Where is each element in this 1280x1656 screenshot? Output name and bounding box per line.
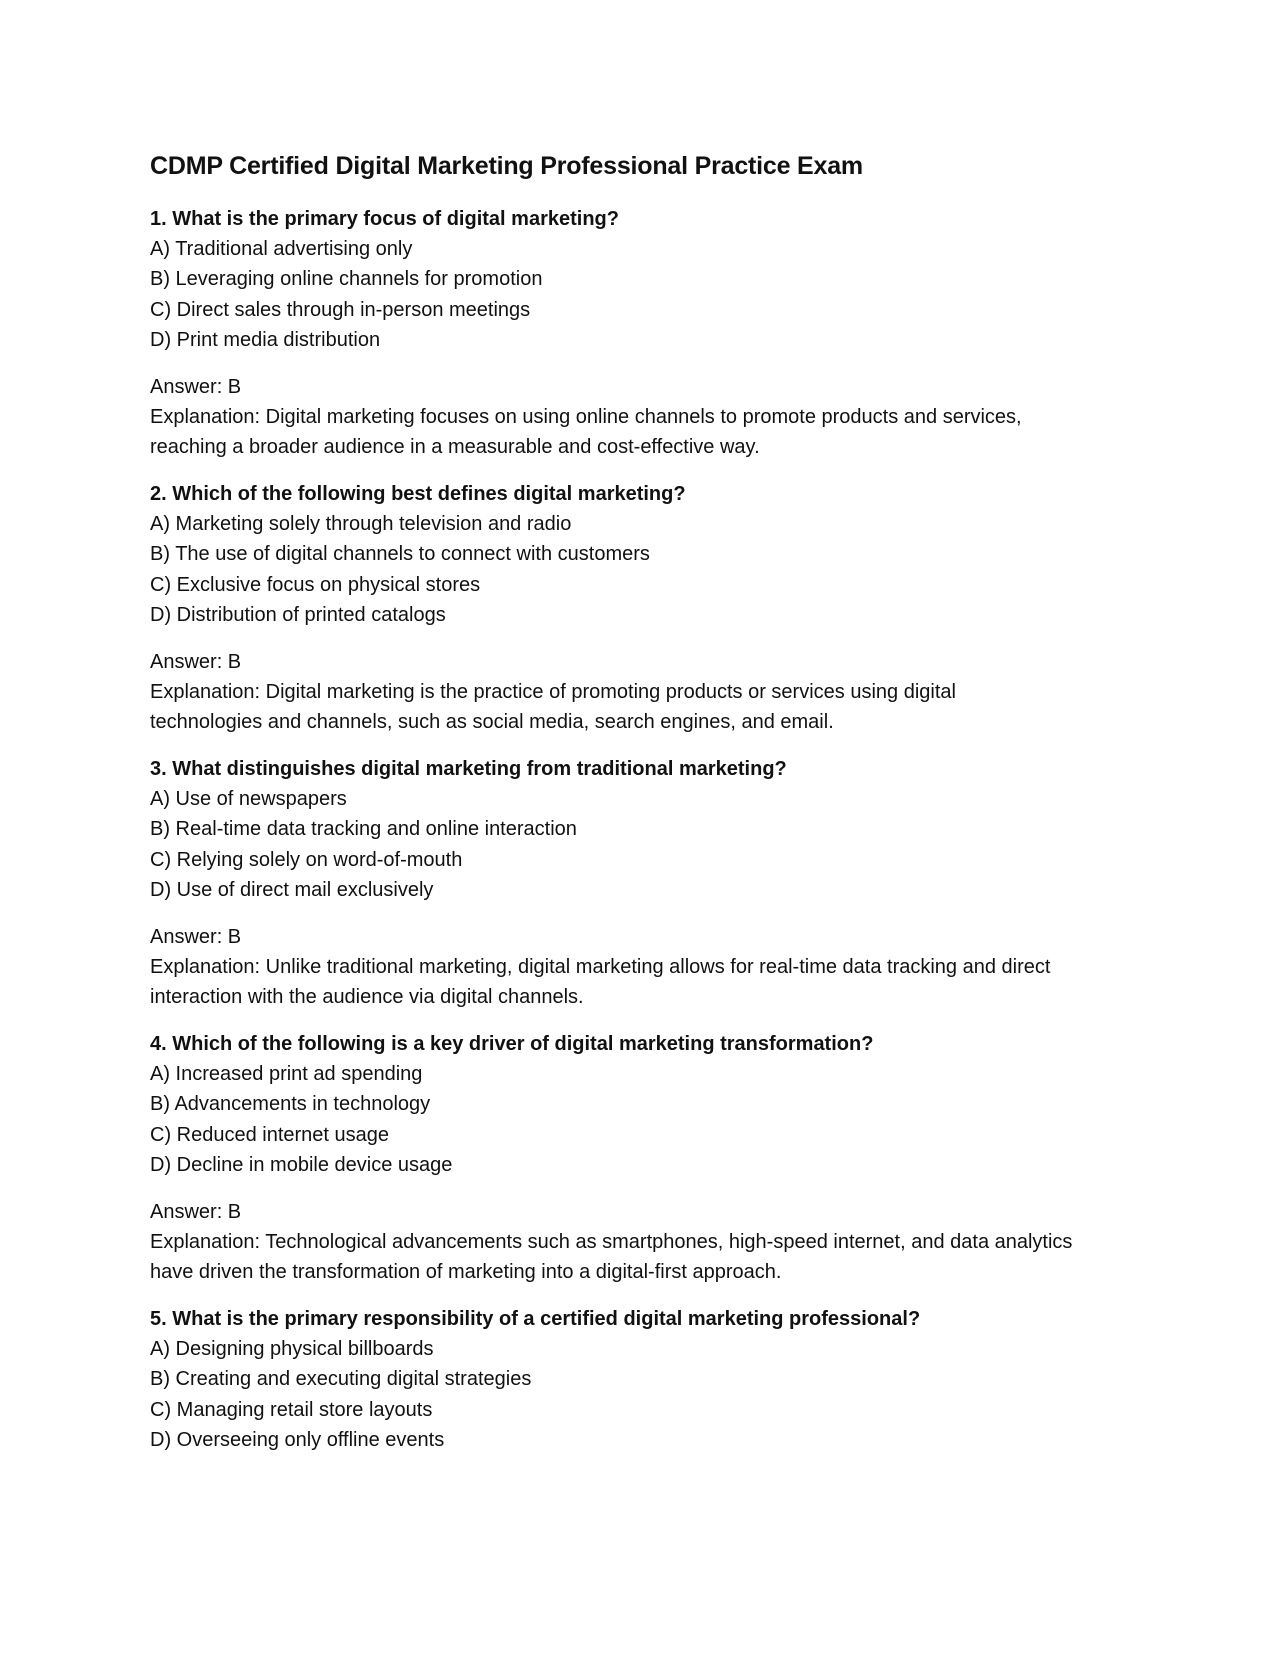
option-d: D) Overseeing only offline events [150,1428,445,1451]
option-d: D) Use of direct mail exclusively [150,878,434,901]
option-b: B) The use of digital channels to connect with customers [150,543,650,566]
option-b: B) Advancements in technology [150,1093,431,1116]
option-b: B) Real-time data tracking and online interaction [150,818,577,841]
option-c: C) Reduced internet usage [150,1123,390,1146]
option-b: B) Leveraging online channels for promotion [150,268,543,291]
page-title: CDMP Certified Digital Marketing Professional Practice Exam [150,152,863,180]
question-block-4 [150,1029,1150,1288]
option-a: A) Increased print ad spending [150,1063,423,1086]
explanation-line: have driven the transformation of marketing into a digital-first approach. [150,1261,782,1284]
option-c: C) Managing retail store layouts [150,1398,433,1421]
answer-text: Answer: B [150,1201,242,1224]
question-block-2 [150,479,1150,738]
question-text: 3. What distinguishes digital marketing from traditional marketing? [150,758,787,780]
question-text: 1. What is the primary focus of digital marketing? [150,208,619,230]
explanation-line: Explanation: Digital marketing is the practice of promoting products or services using digital [150,681,956,704]
explanation-line: interaction with the audience via digital channels. [150,986,584,1009]
explanation-line: reaching a broader audience in a measurable and cost-effective way. [150,436,760,459]
answer-text: Answer: B [150,376,242,399]
explanation-line: technologies and channels, such as social media, search engines, and email. [150,711,834,734]
explanation-line: Explanation: Technological advancements such as smartphones, high-speed internet, and data analytics [150,1231,1073,1254]
question-block-5 [150,1304,1150,1455]
question-block-3 [150,754,1150,1013]
option-c: C) Direct sales through in-person meetings [150,298,531,321]
question-text: 2. Which of the following best defines digital marketing? [150,483,686,505]
option-d: D) Distribution of printed catalogs [150,603,446,626]
question-text: 5. What is the primary responsibility of a certified digital marketing professional? [150,1308,921,1330]
question-block-1 [150,204,1150,463]
option-d: D) Print media distribution [150,328,381,351]
option-a: A) Designing physical billboards [150,1338,434,1361]
option-b: B) Creating and executing digital strategies [150,1368,532,1391]
option-a: A) Use of newspapers [150,788,347,811]
answer-text: Answer: B [150,926,242,949]
option-c: C) Exclusive focus on physical stores [150,573,481,596]
explanation-line: Explanation: Digital marketing focuses on using online channels to promote products and services, [150,406,1022,429]
option-a: A) Marketing solely through television and radio [150,513,572,536]
answer-text: Answer: B [150,651,242,674]
option-d: D) Decline in mobile device usage [150,1153,453,1176]
explanation-line: Explanation: Unlike traditional marketing, digital marketing allows for real-time data tracking and direct [150,956,1051,979]
option-c: C) Relying solely on word-of-mouth [150,848,463,871]
option-a: A) Traditional advertising only [150,238,413,261]
question-text: 4. Which of the following is a key driver of digital marketing transformation? [150,1033,874,1055]
